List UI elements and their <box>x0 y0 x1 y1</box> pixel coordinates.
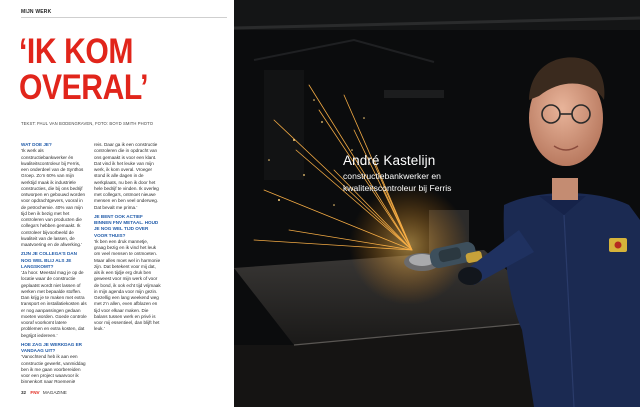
caption-name: André Kastelijn <box>343 153 436 168</box>
question: WAT DOE JE? <box>21 142 52 147</box>
caption-role-line-2: kwaliteitscontroleur bij Ferris <box>343 183 452 193</box>
answer: reis. Daar ga ik een constructie controleren die in opdracht van ons gemaakt is voor een klant. Dat vind ik het leuke van mijn werk, ik kom overal. Vroeger stond ik alle dagen in de werkplaats, nu ben ik door het hele bedrijf te vinden. Ik overleg met collega’s, ontmoet nieuwe mensen en ben veel onderweg. Dat bevalt me prima.’ <box>94 142 159 210</box>
text-page <box>0 0 234 407</box>
caption-role <box>343 170 451 194</box>
page-footer <box>21 390 67 395</box>
photo-caption <box>343 152 451 194</box>
answer: ‘Ik werk als constructiebankwerker én kwaliteitscontroleur bij Ferris, een onderdeel van de Synthos Groep. Zo’n 60% van mijn werktijd maak ik industriële constructies, die bij ons bedrijf ontworpen en gebouwd worden voor opdrachtgevers, vooral in de petrochemie. 40% van mijn tijd ben ik bezig met het controleren van producten die collega’s hebben gemaakt. Ik controleer bijvoorbeeld de kwaliteit van de lassen, de maatvoering en de afwerking.’ <box>21 148 86 247</box>
portrait-photo <box>234 0 640 407</box>
magazine-brand: FNV <box>30 390 40 395</box>
section-rule <box>21 17 227 18</box>
headline <box>19 34 148 106</box>
answer: ‘Ik ben een druk mannetje, graag bezig en ik vind het leuk om veel mensen te ontmoeten. Maar alles moet wel in harmonie zijn. Dat betekent voor mij dat, als ik een tijdje erg druk ben geweest voor mijn werk of voor de bond, ik ook echt tijd vrijmaak in mijn agenda voor mijn gezin. Gezellig een lang weekend weg met z’n allen, even afblazen en tijd voor elkaar maken. Die balans tussen werk en privé is voor mij essentieel, dan blijft het leuk.’ <box>94 238 161 332</box>
question: ZIJN JE COLLEGA’S DAN NOG WEL BLIJ ALS JE LANGSKOMT? <box>21 251 77 269</box>
caption-role-line-1: constructiebankwerker en <box>343 171 441 181</box>
section-label: MIJN WERK <box>21 9 52 15</box>
answer: ‘Ja hoor. Meestal mag je op de locatie waar de constructie geplaatst wordt niet lassen of werken met bepaalde stoffen. Dan krijg je te maken met extra transport en installatiekosten als er nog aanpassingen gedaan moeten worden. Goede controle vooraf voorkomt latere problemen en extra kosten, dat begrijpt iedereen.’ <box>21 270 87 338</box>
answer: ‘Vanochtend heb ik aan een constructie gewerkt, vanmiddag ben ik me gaan voorbereiden voor een project waarvoor ik binnenkort naar Roemenië <box>21 354 86 385</box>
headline-line-1: ‘IK KOM <box>19 32 134 71</box>
article-column-1 <box>21 142 88 389</box>
magazine-name: MAGAZINE <box>42 390 67 395</box>
article-column-2 <box>94 142 161 336</box>
question: HOE ZAG JE WERKDAG ER VANDAAG UIT? <box>21 341 82 353</box>
page-number: 32 <box>21 390 27 395</box>
question: JE BENT OOK ACTIEF BINNEN FNV METAAL. HOUD JE NOG WEL TIJD OVER VOOR THUIS? <box>94 213 159 238</box>
headline-line-2: OVERAL’ <box>19 68 149 107</box>
workshop-illustration <box>234 0 640 407</box>
photo-credit: TEKST: PAUL VAN BODENGRAVEN, FOTO: BOYD SMITH PHOTO <box>21 121 154 126</box>
